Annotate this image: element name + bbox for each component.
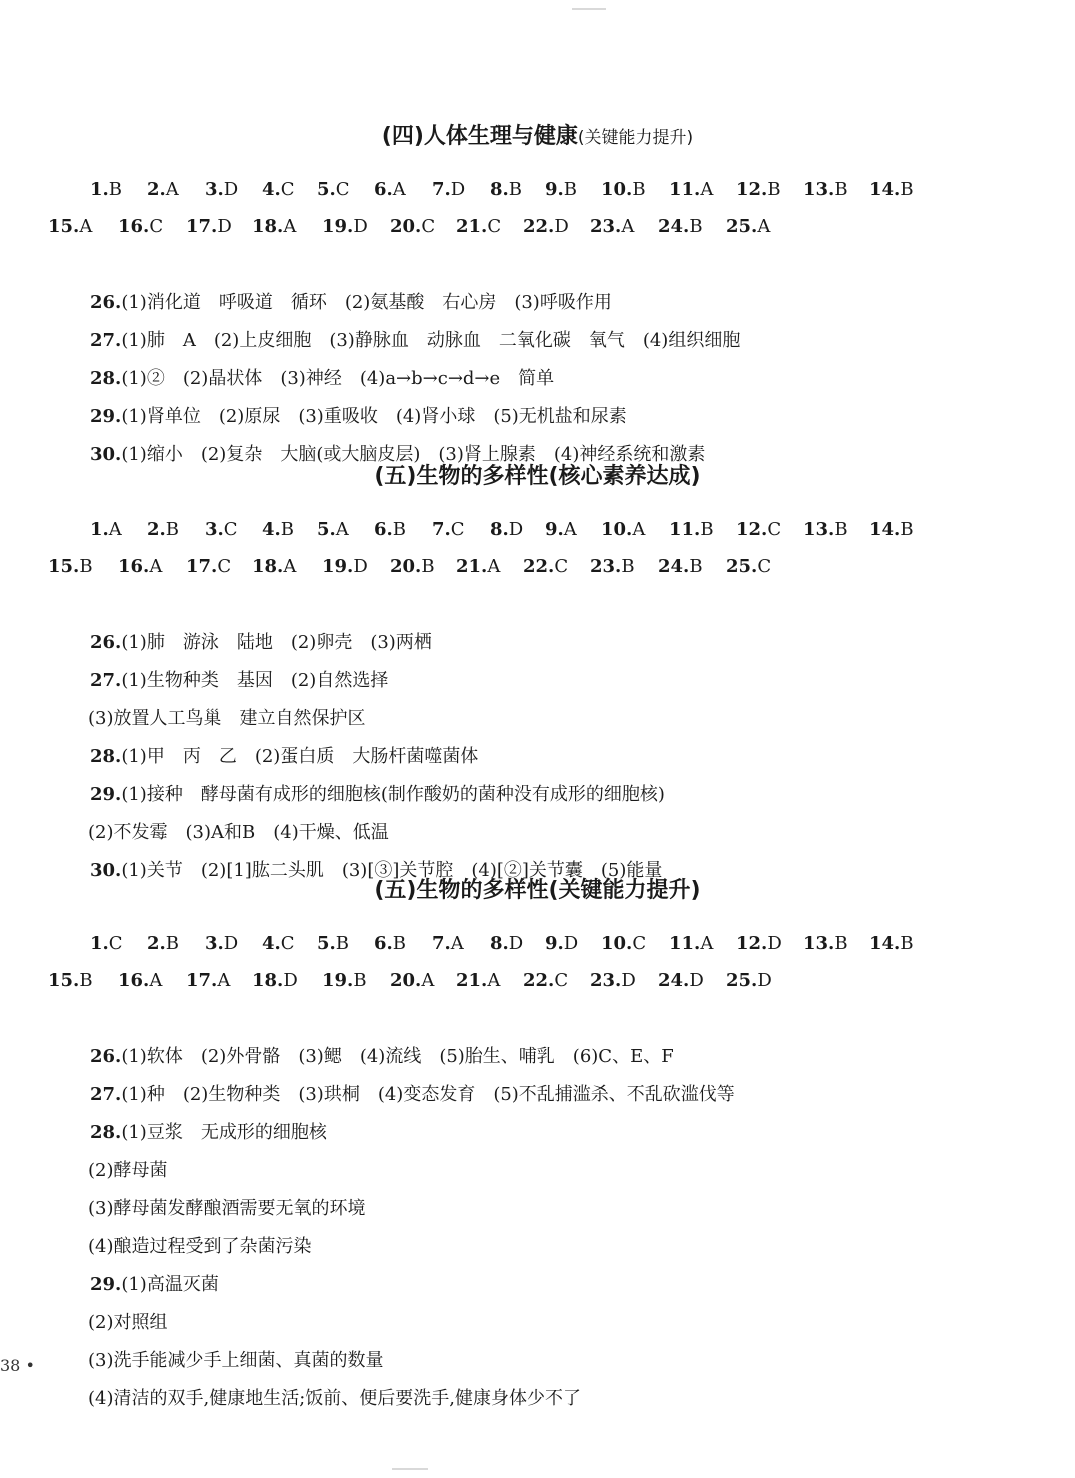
choice-answer [317, 932, 349, 956]
question-number: 12. [736, 519, 768, 540]
answer-text: (2)酵母菌 [88, 1160, 168, 1181]
choice-answer [669, 518, 714, 542]
answer-text: (1)肺 A (2)上皮细胞 (3)静脉血 动脉血 二氧化碳 氧气 (4)组织细胞 [121, 330, 741, 351]
question-number: 11. [669, 519, 701, 540]
answer-letter: A [487, 970, 501, 991]
answer-letter: C [217, 556, 232, 577]
answer-text: (2)对照组 [88, 1312, 168, 1333]
answer-letter: C [223, 519, 238, 540]
question-number: 9. [545, 179, 564, 200]
question-number: 22. [523, 556, 555, 577]
answer-letter: D [689, 970, 704, 991]
question-number: 1. [90, 519, 109, 540]
answer-text: (1)甲 丙 乙 (2)蛋白质 大肠杆菌噬菌体 [121, 746, 479, 767]
question-number: 27. [90, 670, 122, 691]
question-number: 2. [147, 519, 166, 540]
question-number: 4. [262, 933, 281, 954]
choice-answer [736, 518, 781, 542]
question-number: 6. [374, 933, 393, 954]
question-number: 26. [90, 1046, 122, 1067]
question-number: 26. [90, 632, 122, 653]
question-number: 22. [523, 970, 555, 991]
choice-answer [669, 932, 713, 956]
question-number: 23. [590, 970, 622, 991]
choice-answer [523, 555, 568, 579]
choice-answer [147, 518, 179, 542]
answer-letter: B [621, 556, 635, 577]
question-number: 22. [523, 216, 555, 237]
answer-line [90, 367, 554, 391]
answer-line [90, 1273, 219, 1297]
answer-letter: D [508, 933, 524, 954]
answer-letter: C [487, 216, 502, 237]
answer-letter: D [223, 179, 239, 200]
choice-answer [803, 178, 848, 202]
choice-answer [432, 178, 465, 202]
question-number: 5. [317, 519, 336, 540]
question-number: 20. [390, 970, 422, 991]
answer-letter: B [79, 970, 93, 991]
choice-answer [869, 518, 914, 542]
choice-answer [118, 969, 162, 993]
choice-answer [147, 932, 179, 956]
page-number: 38 • [0, 1356, 35, 1375]
question-number: 18. [252, 970, 284, 991]
question-number: 12. [736, 179, 768, 200]
answer-letter: B [165, 519, 180, 540]
question-number: 30. [90, 860, 122, 881]
answer-letter: B [335, 933, 350, 954]
choice-answer [601, 518, 645, 542]
question-number: 21. [456, 970, 488, 991]
answer-letter: D [353, 556, 368, 577]
choice-answer [432, 518, 465, 542]
question-number: 23. [590, 556, 622, 577]
choice-answer [590, 215, 634, 239]
answer-line [90, 1121, 327, 1145]
question-number: 12. [736, 933, 768, 954]
question-number: 23. [590, 216, 622, 237]
answer-text: (1)高温灭菌 [121, 1274, 219, 1295]
choice-answer [869, 178, 914, 202]
answer-text: (4)酿造过程受到了杂菌污染 [88, 1236, 312, 1257]
choice-answer [456, 555, 500, 579]
question-number: 26. [90, 292, 122, 313]
question-number: 1. [90, 933, 109, 954]
question-number: 30. [90, 444, 122, 465]
choice-answer [658, 555, 703, 579]
question-number: 15. [48, 556, 80, 577]
choice-answer [252, 215, 296, 239]
answer-letter: A [149, 556, 163, 577]
choice-answer [658, 215, 703, 239]
answer-letter: C [149, 216, 164, 237]
answer-letter: B [508, 179, 523, 200]
choice-answer [322, 969, 367, 993]
choice-answer [118, 555, 162, 579]
question-number: 6. [374, 179, 393, 200]
question-number: 4. [262, 519, 281, 540]
question-number: 17. [186, 970, 218, 991]
answer-letter: A [700, 933, 714, 954]
section-title-main: (五)生物的多样性(核心素养达成) [374, 464, 701, 489]
answer-line [88, 1197, 366, 1221]
question-number: 28. [90, 1122, 122, 1143]
answer-letter: C [421, 216, 436, 237]
answer-line [88, 1349, 384, 1373]
choice-answer [186, 969, 230, 993]
question-number: 19. [322, 970, 354, 991]
answer-text: (3)酵母菌发酵酿酒需要无氧的环境 [88, 1198, 366, 1219]
question-number: 20. [390, 556, 422, 577]
question-number: 10. [601, 179, 633, 200]
choice-answer [390, 215, 435, 239]
answer-text: (2)不发霉 (3)A和B (4)干燥、低温 [88, 822, 389, 843]
answer-letter: C [108, 933, 123, 954]
choice-answer [48, 969, 93, 993]
choice-answer [48, 555, 93, 579]
answer-letter: B [392, 933, 407, 954]
answer-text: (1)生物种类 基因 (2)自然选择 [121, 670, 389, 691]
answer-text: (1)种 (2)生物种类 (3)珙桐 (4)变态发育 (5)不乱捕滥杀、不乱砍滥伐等 [121, 1084, 735, 1105]
choice-answer [726, 555, 771, 579]
choice-answer [48, 215, 92, 239]
choice-answer [205, 932, 238, 956]
question-number: 28. [90, 368, 122, 389]
answer-letter: D [217, 216, 232, 237]
question-number: 18. [252, 216, 284, 237]
answer-letter: B [108, 179, 123, 200]
answer-letter: A [79, 216, 93, 237]
answer-letter: C [632, 933, 647, 954]
question-number: 24. [658, 216, 690, 237]
question-number: 24. [658, 556, 690, 577]
choice-answer [262, 178, 295, 202]
question-number: 19. [322, 216, 354, 237]
choice-answer [252, 555, 296, 579]
question-number: 21. [456, 216, 488, 237]
answer-text: (4)清洁的双手,健康地生活;饭前、便后要洗手,健康身体少不了 [88, 1388, 582, 1409]
answer-letter: C [554, 970, 569, 991]
answer-line [90, 1083, 735, 1107]
section-title-note: (关键能力提升) [577, 128, 694, 148]
answer-text: (3)放置人工鸟巢 建立自然保护区 [88, 708, 366, 729]
answer-line [88, 707, 366, 731]
section-title [0, 462, 1075, 492]
choice-answer [205, 518, 238, 542]
answer-letter: D [283, 970, 298, 991]
question-number: 7. [432, 933, 451, 954]
answer-letter: D [767, 933, 782, 954]
choice-answer [456, 969, 500, 993]
question-number: 15. [48, 970, 80, 991]
choice-answer [545, 932, 578, 956]
answer-text: (1)② (2)晶状体 (3)神经 (4)a→b→c→d→e 简单 [121, 368, 555, 389]
answer-line [90, 783, 665, 807]
section-title-main: (四)人体生理与健康 [381, 124, 578, 149]
choice-answer [726, 215, 770, 239]
answer-letter: B [689, 556, 703, 577]
question-number: 29. [90, 1274, 122, 1295]
choice-answer [322, 215, 368, 239]
answer-letter: D [450, 179, 466, 200]
question-number: 3. [205, 179, 224, 200]
choice-answer [432, 932, 464, 956]
choice-answer [374, 932, 406, 956]
choice-answer [317, 178, 350, 202]
answer-text: (1)肾单位 (2)原尿 (3)重吸收 (4)肾小球 (5)无机盐和尿素 [121, 406, 627, 427]
answer-letter: A [217, 970, 231, 991]
answer-line [90, 405, 627, 429]
question-number: 29. [90, 406, 122, 427]
answer-letter: A [108, 519, 122, 540]
answer-letter: B [563, 179, 578, 200]
choice-answer [869, 932, 914, 956]
answer-text: (3)洗手能减少手上细菌、真菌的数量 [88, 1350, 384, 1371]
answer-letter: B [900, 519, 914, 540]
answer-line [88, 821, 389, 845]
question-number: 8. [490, 519, 509, 540]
choice-answer [658, 969, 704, 993]
answer-letter: B [280, 519, 295, 540]
choice-answer [322, 555, 368, 579]
section-title-main: (五)生物的多样性(关键能力提升) [374, 878, 701, 903]
answer-letter: B [767, 179, 781, 200]
answer-letter: C [554, 556, 569, 577]
answer-letter: C [757, 556, 772, 577]
question-number: 7. [432, 179, 451, 200]
choice-answer [374, 178, 406, 202]
question-number: 4. [262, 179, 281, 200]
question-number: 5. [317, 179, 336, 200]
question-number: 24. [658, 970, 690, 991]
answer-letter: C [335, 179, 350, 200]
choice-answer [186, 215, 232, 239]
answer-letter: C [450, 519, 465, 540]
answer-letter: B [421, 556, 435, 577]
question-number: 25. [726, 556, 758, 577]
choice-answer [90, 178, 122, 202]
choice-answer [523, 215, 569, 239]
question-number: 28. [90, 746, 122, 767]
choice-answer [262, 932, 295, 956]
answer-letter: C [767, 519, 782, 540]
answer-letter: A [392, 179, 406, 200]
choice-answer [90, 518, 122, 542]
question-number: 19. [322, 556, 354, 577]
choice-answer [590, 555, 635, 579]
answer-line [88, 1311, 168, 1335]
answer-letter: B [834, 933, 848, 954]
answer-letter: D [223, 933, 239, 954]
question-number: 14. [869, 179, 901, 200]
answer-letter: A [632, 519, 646, 540]
choice-answer [545, 178, 577, 202]
question-number: 8. [490, 933, 509, 954]
question-number: 21. [456, 556, 488, 577]
choice-answer [456, 215, 501, 239]
choice-answer [490, 178, 522, 202]
answer-letter: B [353, 970, 367, 991]
answer-section [0, 122, 1075, 465]
answer-letter: D [554, 216, 569, 237]
choice-answer [803, 932, 848, 956]
answer-line [90, 631, 432, 655]
question-number: 15. [48, 216, 80, 237]
answer-line [88, 1387, 581, 1411]
answer-letter: A [621, 216, 635, 237]
choice-answer [523, 969, 568, 993]
choice-answer [374, 518, 406, 542]
question-number: 14. [869, 519, 901, 540]
question-number: 13. [803, 933, 835, 954]
question-number: 27. [90, 1084, 122, 1105]
answer-letter: A [149, 970, 163, 991]
answer-letter: A [563, 519, 577, 540]
choice-answer [545, 518, 577, 542]
answer-letter: A [700, 179, 714, 200]
answer-line [90, 745, 478, 769]
question-number: 3. [205, 933, 224, 954]
question-number: 29. [90, 784, 122, 805]
choice-answer [317, 518, 349, 542]
question-number: 9. [545, 519, 564, 540]
answer-text: (1)软体 (2)外骨骼 (3)鳃 (4)流线 (5)胎生、哺乳 (6)C、E、F [121, 1046, 674, 1067]
answer-letter: C [280, 179, 295, 200]
choice-answer [601, 178, 646, 202]
answer-letter: B [689, 216, 703, 237]
question-number: 20. [390, 216, 422, 237]
question-number: 3. [205, 519, 224, 540]
choice-answer [601, 932, 646, 956]
question-number: 1. [90, 179, 109, 200]
answer-letter: B [834, 179, 848, 200]
scan-mark-bottom [392, 1468, 428, 1470]
choice-answer [736, 932, 782, 956]
answer-letter: B [834, 519, 848, 540]
answer-letter: D [563, 933, 579, 954]
answer-letter: A [421, 970, 435, 991]
question-number: 13. [803, 519, 835, 540]
question-number: 7. [432, 519, 451, 540]
answer-letter: C [280, 933, 295, 954]
choice-answer [118, 215, 163, 239]
question-number: 17. [186, 216, 218, 237]
answer-letter: A [283, 216, 297, 237]
question-number: 27. [90, 330, 122, 351]
choice-answer [252, 969, 298, 993]
answer-letter: B [165, 933, 180, 954]
choice-answer [390, 969, 434, 993]
answer-letter: B [900, 179, 914, 200]
answer-letter: A [335, 519, 349, 540]
question-number: 14. [869, 933, 901, 954]
choice-answer [390, 555, 435, 579]
answer-letter: D [757, 970, 772, 991]
choice-answer [490, 932, 523, 956]
answer-text: (1)缩小 (2)复杂 大脑(或大脑皮层) (3)肾上腺素 (4)神经系统和激素 [121, 444, 706, 465]
answer-text: (1)关节 (2)[1]肱二头肌 (3)[③]关节腔 (4)[②]关节囊 (5)能量 [121, 860, 663, 881]
answer-line [88, 1235, 312, 1259]
question-number: 16. [118, 970, 150, 991]
answer-section [0, 462, 1075, 881]
question-number: 25. [726, 970, 758, 991]
section-title [0, 122, 1075, 152]
answer-text: (1)豆浆 无成形的细胞核 [121, 1122, 327, 1143]
question-number: 2. [147, 179, 166, 200]
answer-line [90, 1045, 674, 1069]
question-number: 5. [317, 933, 336, 954]
answer-letter: D [508, 519, 524, 540]
answer-line [90, 329, 740, 353]
answer-text: (1)接种 酵母菌有成形的细胞核(制作酸奶的菌种没有成形的细胞核) [121, 784, 665, 805]
answer-letter: B [392, 519, 407, 540]
choice-answer [726, 969, 772, 993]
answer-letter: A [487, 556, 501, 577]
question-number: 18. [252, 556, 284, 577]
choice-answer [736, 178, 781, 202]
question-number: 16. [118, 216, 150, 237]
answer-line [88, 1159, 168, 1183]
question-number: 9. [545, 933, 564, 954]
question-number: 13. [803, 179, 835, 200]
answer-letter: D [353, 216, 368, 237]
choice-answer [147, 178, 179, 202]
answer-letter: D [621, 970, 636, 991]
question-number: 11. [669, 179, 701, 200]
question-number: 8. [490, 179, 509, 200]
question-number: 11. [669, 933, 701, 954]
choice-answer [803, 518, 848, 542]
choice-answer [186, 555, 231, 579]
answer-letter: A [450, 933, 464, 954]
answer-letter: A [283, 556, 297, 577]
question-number: 17. [186, 556, 218, 577]
question-number: 10. [601, 933, 633, 954]
question-number: 10. [601, 519, 633, 540]
choice-answer [669, 178, 713, 202]
scan-mark-top [572, 8, 606, 10]
choice-answer [205, 178, 238, 202]
choice-answer [90, 932, 123, 956]
answer-letter: B [900, 933, 914, 954]
question-number: 25. [726, 216, 758, 237]
answer-letter: B [632, 179, 646, 200]
section-title [0, 876, 1075, 906]
answer-line [90, 291, 612, 315]
answer-letter: A [165, 179, 179, 200]
answer-letter: A [757, 216, 771, 237]
choice-answer [262, 518, 294, 542]
answer-letter: B [79, 556, 93, 577]
question-number: 2. [147, 933, 166, 954]
choice-answer [590, 969, 636, 993]
choice-answer [490, 518, 523, 542]
question-number: 16. [118, 556, 150, 577]
answer-text: (1)消化道 呼吸道 循环 (2)氨基酸 右心房 (3)呼吸作用 [121, 292, 612, 313]
answer-letter: B [700, 519, 714, 540]
answer-line [90, 669, 388, 693]
answer-text: (1)肺 游泳 陆地 (2)卵壳 (3)两栖 [121, 632, 432, 653]
question-number: 6. [374, 519, 393, 540]
